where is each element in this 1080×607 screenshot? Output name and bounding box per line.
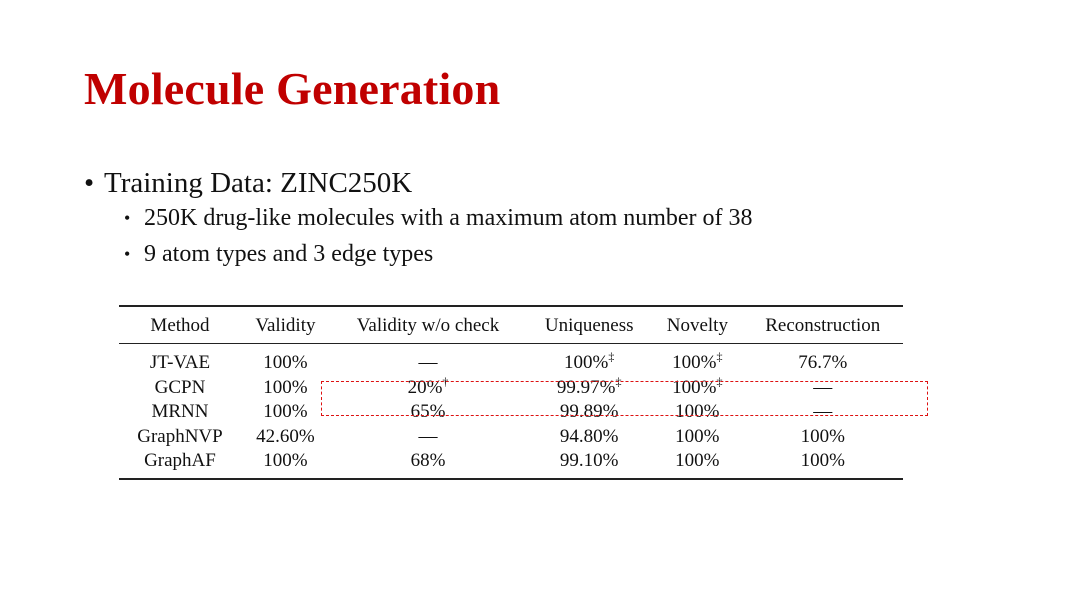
bullet-text: 9 atom types and 3 edge types — [144, 241, 434, 267]
table-header-row — [119, 306, 903, 344]
cell-validity: 100% — [263, 352, 308, 373]
header-reconstruction: Reconstruction — [742, 306, 903, 344]
cell-novelty: 100%‡ — [672, 374, 723, 398]
cell-validity-wo-check: — — [418, 352, 438, 373]
header-validity: Validity — [241, 306, 330, 344]
cell-reconstruction: — — [813, 376, 833, 398]
cell-method: GCPN — [154, 376, 206, 398]
table-row — [119, 449, 903, 479]
header-novelty: Novelty — [652, 306, 742, 344]
cell-method: GraphAF — [119, 449, 241, 479]
bullet-dot-icon: • — [124, 244, 131, 264]
header-method: Method — [119, 306, 241, 344]
cell-novelty: 100% — [652, 449, 742, 479]
cell-novelty: 100%‡ — [672, 349, 723, 373]
footnote-mark: ‡ — [608, 349, 615, 364]
bullet-text: Training Data: ZINC250K — [104, 167, 413, 199]
bullet-dot-icon: • — [124, 208, 131, 228]
footnote-mark: ‡ — [716, 349, 723, 364]
cell-validity: 42.60% — [256, 425, 315, 447]
cell-uniqueness: 99.89% — [559, 401, 619, 422]
cell-validity-wo-check: — — [418, 425, 438, 447]
bullet-dot-icon: • — [84, 167, 95, 199]
cell-validity: 100% — [263, 376, 308, 398]
cell-method: JT-VAE — [149, 352, 211, 373]
table-row — [119, 344, 903, 376]
cell-reconstruction: 100% — [800, 425, 845, 447]
header-validity-wo-check: Validity w/o check — [330, 306, 526, 344]
highlight-box — [321, 381, 928, 416]
cell-uniqueness: 99.97%‡ — [556, 374, 622, 398]
bullet-text: 250K drug-like molecules with a maximum atom number of 38 — [144, 205, 753, 231]
bullet-list — [84, 166, 753, 272]
cell-uniqueness: 99.10% — [526, 449, 652, 479]
cell-validity-wo-check: 68% — [330, 449, 526, 479]
footnote-mark: ‡ — [716, 374, 723, 389]
cell-reconstruction: 100% — [742, 449, 903, 479]
table-row — [119, 425, 903, 450]
cell-novelty: 100% — [675, 401, 720, 422]
footnote-mark: ‡ — [615, 374, 622, 389]
cell-method: GraphNVP — [137, 425, 223, 447]
cell-validity: 100% — [263, 401, 308, 422]
bullet-item — [84, 166, 753, 200]
cell-uniqueness: 94.80% — [559, 425, 619, 447]
cell-reconstruction: — — [813, 401, 833, 422]
cell-uniqueness: 100%‡ — [564, 349, 615, 373]
cell-reconstruction: 76.7% — [798, 352, 848, 373]
footnote-mark: † — [442, 374, 449, 389]
cell-validity-wo-check: 65% — [410, 401, 446, 422]
cell-novelty: 100% — [675, 425, 720, 447]
header-uniqueness: Uniqueness — [526, 306, 652, 344]
sub-bullet-item — [84, 200, 753, 236]
slide-title: Molecule Generation — [84, 63, 501, 114]
cell-validity: 100% — [241, 449, 330, 479]
cell-validity-wo-check: 20%† — [407, 374, 449, 398]
sub-bullet-item — [84, 236, 753, 272]
cell-method: MRNN — [151, 401, 209, 422]
